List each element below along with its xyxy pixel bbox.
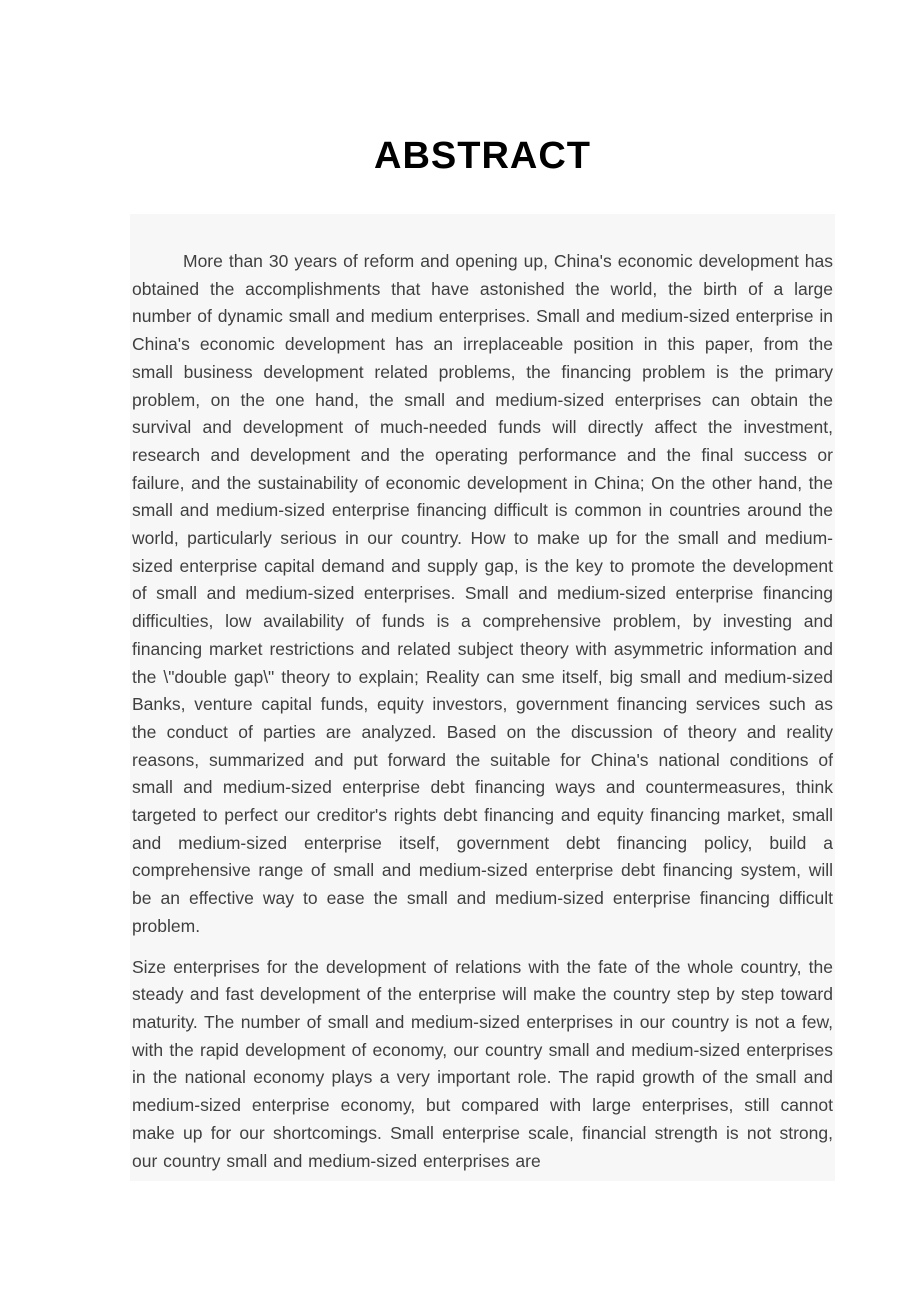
abstract-paragraph-1: More than 30 years of reform and opening up, China's economic development has obtained the accomplishments that have astonished the world, the birth of a large number of dynamic small and medium enterprises. Small and medium-sized enterprise in China's economic development has an irreplaceable position in this paper, from the small business development related problems, the financing problem is the primary problem, on the one hand, the small and medium-sized enterprises can obtain the survival and development of much-needed funds will directly affect the investment, research and development and the operating performance and the final success or failure, and the sustainability of economic development in China; On the other hand, the small and medium-sized enterprise financing difficult is common in countries around the world, particularly serious in our country. How to make up for the small and medium-sized enterprise capital demand and supply gap, is the key to promote the development of small and medium-sized enterprises. Small and medium-sized enterprise financing difficulties, low availability of funds is a comprehensive problem, by investing and financing market restrictions and related subject theory with asymmetric information and the \"double gap\" theory to explain; Reality can sme itself, big small and medium-sized Banks, venture capital funds, equity investors, government financing services such as the conduct of parties are analyzed. Based on the discussion of theory and reality reasons, summarized and put forward the suitable for China's national conditions of small and medium-sized enterprise debt financing ways and countermeasures, think targeted to perfect our creditor's rights debt financing and equity financing market, small and medium-sized enterprise itself, government debt financing policy, build a comprehensive range of small and medium-sized enterprise debt financing system, will be an effective way to ease the small and medium-sized enterprise financing difficult problem. xyxy=(132,251,833,936)
page-title: ABSTRACT xyxy=(374,135,591,177)
abstract-box xyxy=(130,214,835,1181)
abstract-paragraph-2: Size enterprises for the development of relations with the fate of the whole country, the steady and fast development of the enterprise will make the country step by step toward maturity. The number of small and medium-sized enterprises in our country is not a few, with the rapid development of economy, our country small and medium-sized enterprises in the national economy plays a very important role. The rapid growth of the small and medium-sized enterprise economy, but compared with large enterprises, still cannot make up for our shortcomings. Small enterprise scale, financial strength is not strong, our country small and medium-sized enterprises are xyxy=(132,956,833,1171)
document-page xyxy=(130,0,835,1181)
